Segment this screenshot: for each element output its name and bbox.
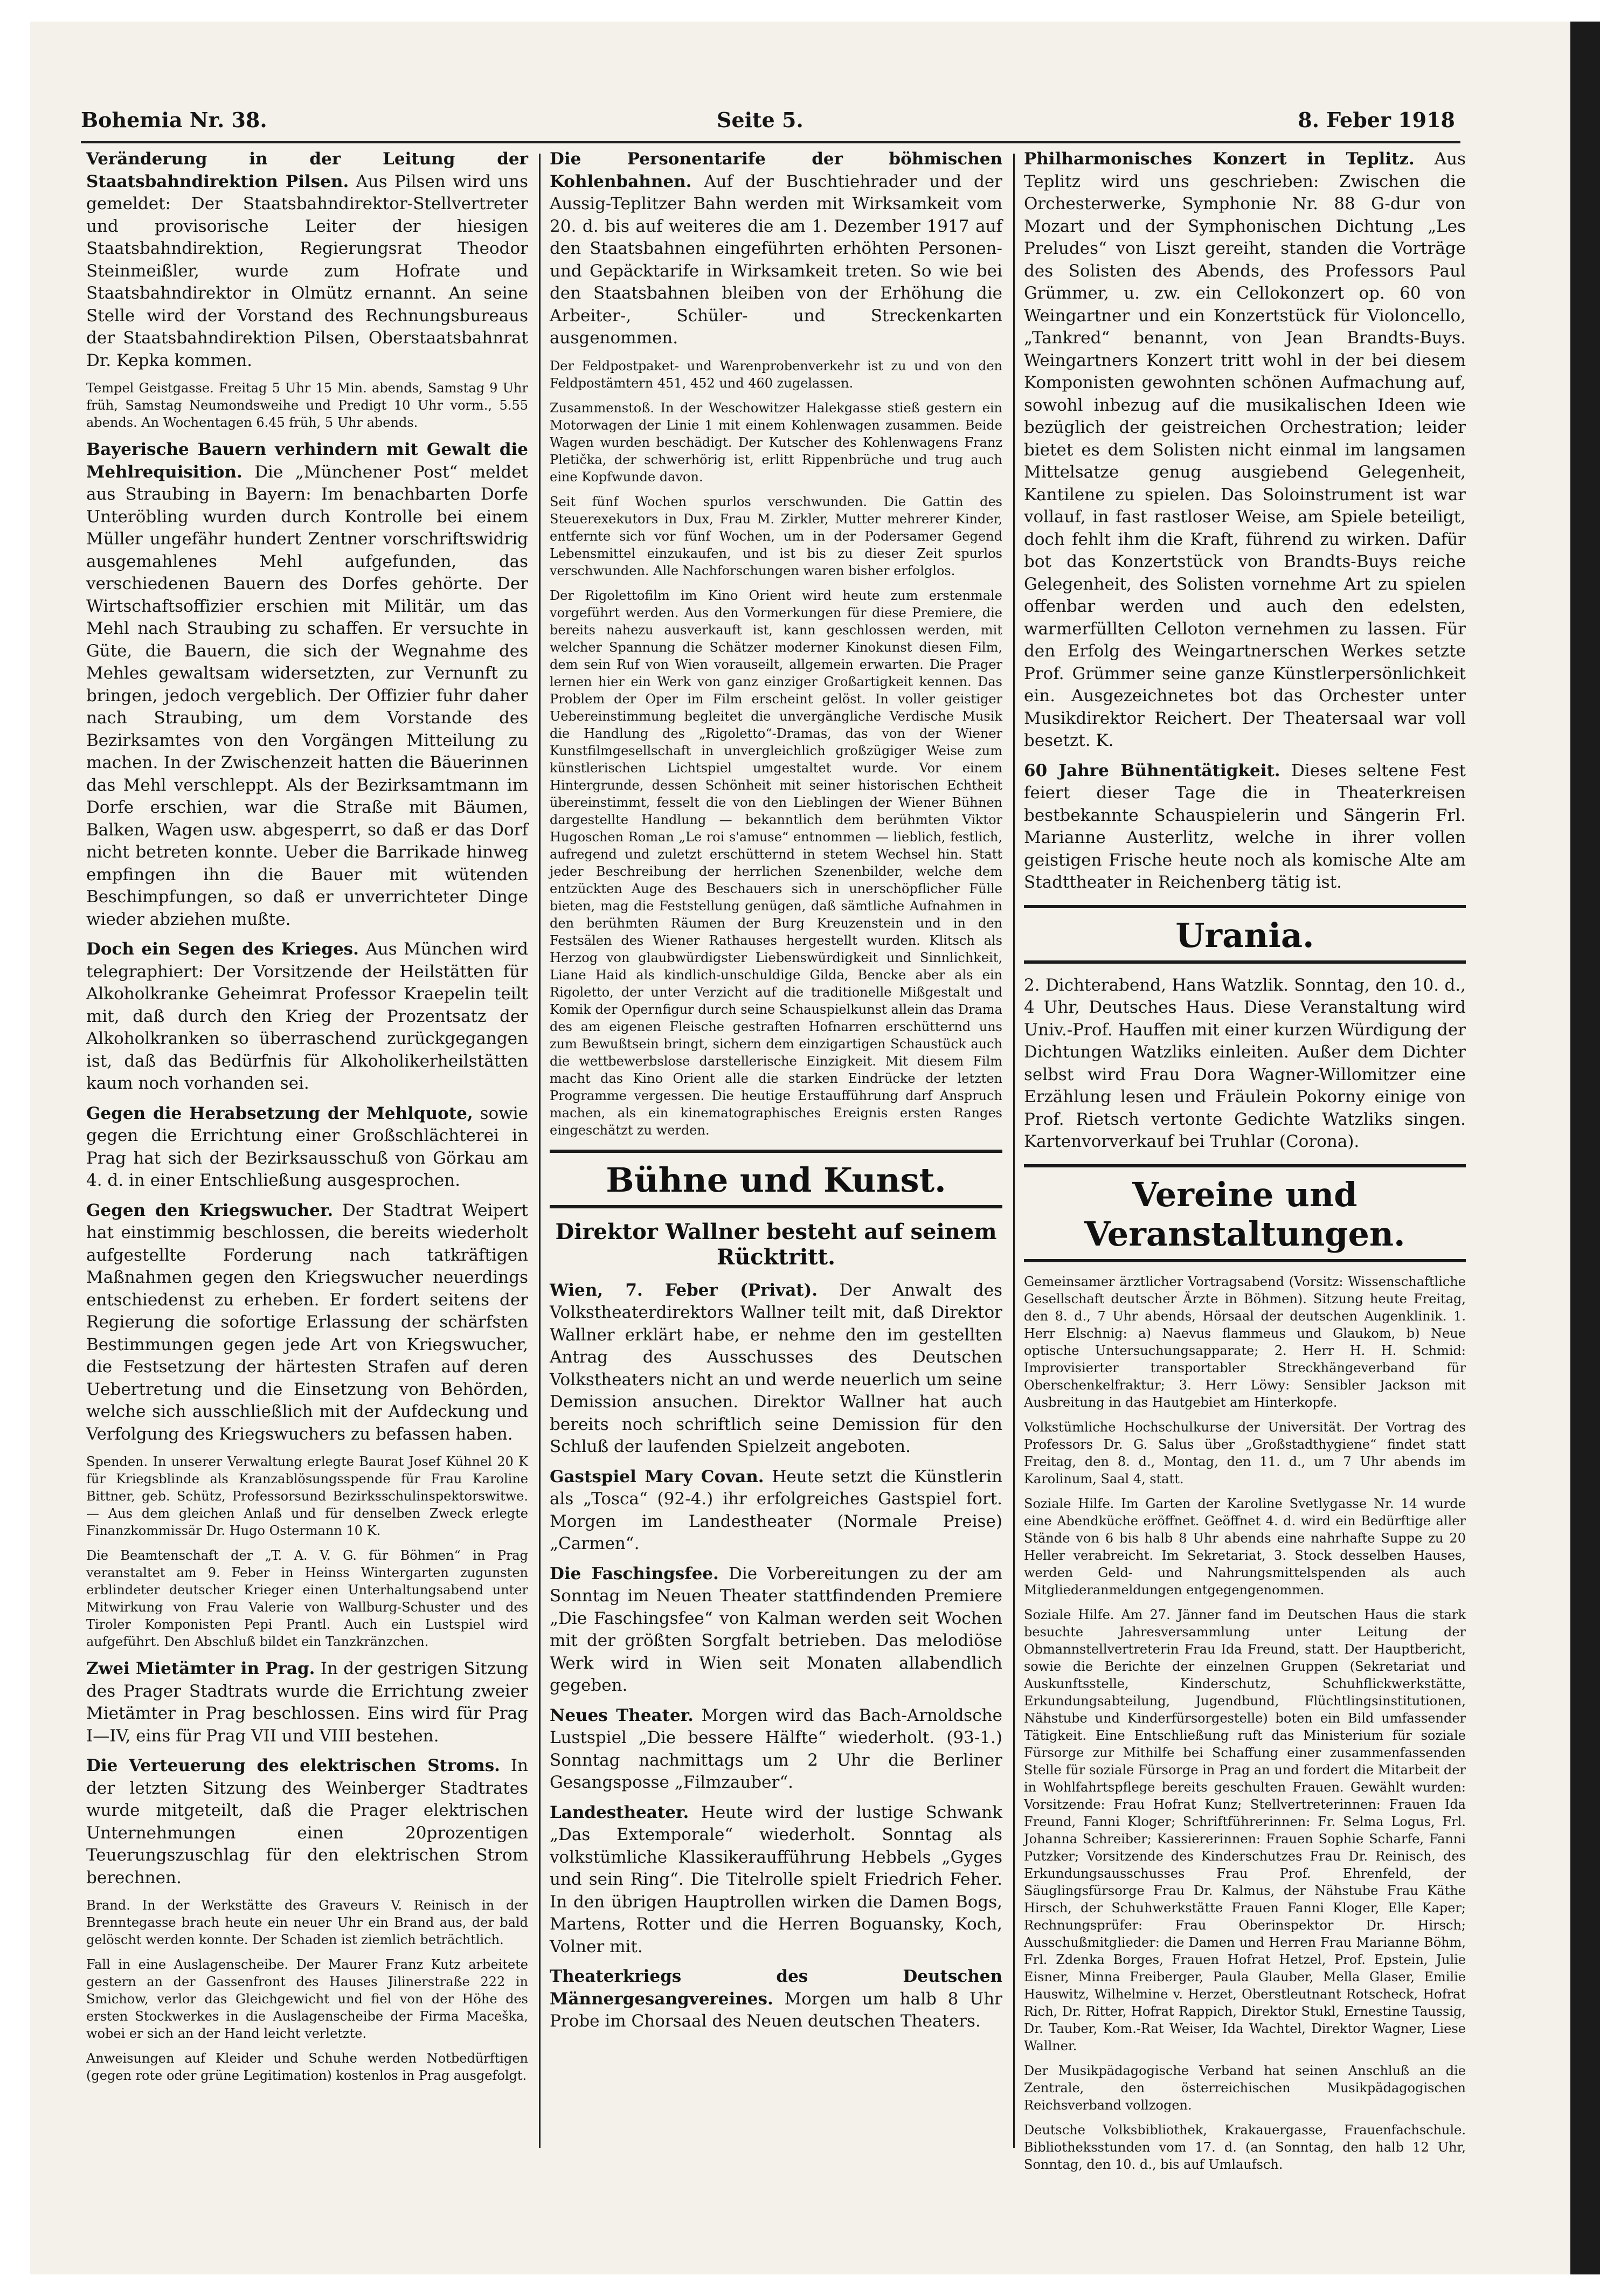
article bbox=[550, 1280, 1002, 1458]
article-body: In der letzten Sitzung des Weinberger Stadtrates wurde mitgeteilt, daß die Prager elektrischen Unternehmungen einen 20prozentigen Teuerungszuschlag für den elektrischen Strom berechnen. bbox=[86, 1756, 528, 1887]
article-body: Aus Pilsen wird uns gemeldet: Der Staatsbahndirektor-Stellvertreter und provisorische Leiter der hiesigen Staatsbahndirektion, Regierungsrat Theodor Steinmeißler, wurde zum Hofrate und Staatsbahndirektor in Olmütz ernannt. An seine Stelle wird der Vorstand des Rechnungsbureaus der Staatsbahndirektion Pilsen, Oberstaatsbahnrat Dr. Kepka kommen. bbox=[86, 171, 529, 370]
article bbox=[1024, 974, 1466, 1153]
article bbox=[86, 1755, 528, 1889]
article-body: Deutsche Volksbibliothek, Krakauergasse, Frauenfachschule. Bibliotheksstunden vom 17. d. (an Sonntag, den halb 12 Uhr, Sonntag, den 10. d., bis auf Umlaufsch. bbox=[1024, 2122, 1466, 2172]
article bbox=[86, 439, 528, 931]
article-body: Der Anwalt des Volkstheaterdirektors Wallner teilt mit, daß Direktor Wallner erklärt habe, er nehme den im gestellten Antrag des Ausschusses des Deutschen Volkstheaters nicht an und werde neuerlich um seine Demission ansuchen. Direktor Wallner hat auch bereits noch schriftlich seine Demission für den Schluß der laufenden Spielzeit angeboten. bbox=[550, 1280, 1002, 1456]
article-headline: Bayerische Bauern verhindern mit Gewalt die Mehlrequisition. bbox=[86, 440, 528, 482]
article bbox=[550, 493, 1002, 579]
page-header bbox=[81, 108, 1455, 140]
article bbox=[550, 1802, 1002, 1959]
article bbox=[86, 1453, 528, 1539]
article-headline: Doch ein Segen des Krieges. bbox=[86, 939, 359, 959]
article bbox=[550, 1705, 1002, 1794]
article bbox=[86, 2050, 528, 2084]
article-headline: Veränderung in der Leitung der Staatsbahndirektion Pilsen. bbox=[86, 149, 528, 191]
article bbox=[550, 1966, 1002, 2033]
article-headline: 60 Jahre Bühnentätigkeit. bbox=[1024, 760, 1280, 780]
section-heading: Vereine und Veranstaltungen. bbox=[1024, 1164, 1466, 1262]
article-headline: Zwei Mietämter in Prag. bbox=[86, 1659, 315, 1678]
article-body: Seit fünf Wochen spurlos verschwunden. Die Gattin des Steuerexekutors in Dux, Frau M. Zirkler, Mutter mehrerer Kinder, entfernte sich vor fünf Wochen, um in der Podersamer Gegend Lebensmittel einzukaufen, und ist bis zu dieser Zeit spurlos verschwunden. Alle Nachforschungen waren bisher erfolglos. bbox=[550, 494, 1002, 578]
article bbox=[86, 1897, 528, 1948]
article-body: Morgen wird das Bach-Arnoldsche Lustspiel „Die bessere Hälfte“ wiederholt. (93-1.) Sonntag nachmittags um 2 Uhr die Berliner Gesangsposse „Filmzauber“. bbox=[550, 1705, 1002, 1792]
section-heading: Urania. bbox=[1024, 905, 1466, 964]
article bbox=[86, 1956, 528, 2042]
scan-margin bbox=[0, 2274, 1600, 2296]
article-body: Anweisungen auf Kleider und Schuhe werden Notbedürftigen (gegen rote oder grüne Legitimation) kostenlos in Prag ausgefolgt. bbox=[86, 2051, 528, 2083]
article-headline: Gastspiel Mary Covan. bbox=[550, 1467, 764, 1486]
article bbox=[550, 148, 1002, 350]
article-headline: Gegen die Herabsetzung der Mehlquote, bbox=[86, 1103, 473, 1123]
section-heading: Bühne und Kunst. bbox=[550, 1150, 1002, 1208]
column-rule-2 bbox=[1013, 154, 1015, 2148]
issue-date: 8. Feber 1918 bbox=[1298, 108, 1455, 132]
article-body: Die Beamtenschaft der „T. A. V. G. für Böhmen“ in Prag veranstaltet am 9. Feber in Heinss Wintergarten zugunsten erblindeter deutscher Krieger einen Unterhaltungsabend unter Mitwirkung von Frau Valerie von Wallburg-Schuster und des Tiroler Komponisten Pepi Prantl. Auch ein Lustspiel wird aufgeführt. Den Abschluß bildet ein Tanzkränzchen. bbox=[86, 1548, 528, 1649]
article bbox=[550, 1563, 1002, 1697]
article-headline: Wien, 7. Feber (Privat). bbox=[550, 1280, 818, 1300]
article-headline: Die Personentarife der böhmischen Kohlenbahnen. bbox=[550, 149, 1002, 191]
article-body: Dieses seltene Fest feiert dieser Tage die in Theaterkreisen bestbekannte Schauspielerin und Sängerin Frl. Marianne Austerlitz, welche in ihrer vollen geistigen Frische heute noch als komische Alte am Stadttheater in Reichenberg tätig ist. bbox=[1024, 760, 1466, 892]
article bbox=[1024, 1419, 1466, 1488]
header-rule bbox=[81, 141, 1460, 143]
article-body: Der Feldpostpaket- und Warenprobenverkehr ist zu und von den Feldpostämtern 451, 452 und 460 zugelassen. bbox=[550, 358, 1002, 391]
column-2 bbox=[550, 148, 1002, 2041]
column-3 bbox=[1024, 148, 1466, 2181]
article-signature: K. bbox=[1096, 731, 1114, 750]
article bbox=[1024, 1606, 1466, 2055]
article bbox=[550, 357, 1002, 392]
article-body: Heute wird der lustige Schwank „Das Extemporale“ wiederholt. Sonntag als volkstümliche Klassikeraufführung Hebbels „Gyges und sein Ring“. Die Titelrolle spielt Friedrich Feher. In den übrigen Hauptrollen wirken die Damen Bogs, Martens, Rotter und die Herren Boguansky, Koch, Volner mit. bbox=[550, 1802, 1002, 1956]
article-headline: Philharmonisches Konzert in Teplitz. bbox=[1024, 149, 1415, 169]
article-headline: Gegen den Kriegswucher. bbox=[86, 1200, 334, 1220]
article bbox=[86, 1658, 528, 1747]
article bbox=[1024, 1273, 1466, 1411]
article-headline: Theaterkriegs des Deutschen Männergesangvereines. bbox=[550, 1967, 1002, 2009]
article-body: Volkstümliche Hochschulkurse der Universität. Der Vortrag des Professors Dr. G. Salus über „Großstadthygiene“ findet statt Freitag, den 8. d., Montag, den 11. d., um 7 Uhr abends im Karolinum, Saal 4, statt. bbox=[1024, 1419, 1466, 1486]
column-1 bbox=[86, 148, 528, 2092]
article-body: Heute setzt die Künstlerin als „Tosca“ (92-4.) ihr erfolgreiches Gastspiel fort. Morgen im Landestheater (Normale Preise) „Carmen“. bbox=[550, 1467, 1002, 1553]
article-body: Der Musikpädagogische Verband hat seinen Anschluß an die Zentrale, den österreichischen Musikpädagogischen Reichsverband vollzogen. bbox=[1024, 2063, 1466, 2113]
article-body: Aus München wird telegraphiert: Der Vorsitzende der Heilstätten für Alkoholkranke Geheimrat Professor Kraepelin teilt mit, daß durch den Krieg der Prozentsatz der Alkoholkranken so überraschend zurückgegangen ist, daß das Bedürfnis für Alkoholikerheilstätten kaum noch vorhanden sei. bbox=[86, 939, 528, 1093]
article-body: Der Stadtrat Weipert hat einstimmig beschlossen, die bereits wiederholt aufgestellte Forderung nach tatkräftigen Maßnahmen gegen den Kriegswucher neuerdings entschiedenst zu erheben. Er fordert seitens der Regierung die sofortige Erlassung der schärfsten Bestimmungen gegen jede Art von Kriegswucher, die Festsetzung der härtesten Strafen auf deren Uebertretung und die Einsetzung von Behörden, welche sich ausschließlich mit der Aufdeckung und Verfolgung des Kriegswuchers zu befassen haben. bbox=[86, 1200, 529, 1444]
article bbox=[86, 148, 528, 372]
article-body: Die Vorbereitungen zu der am Sonntag im Neuen Theater stattfindenden Premiere „Die Faschingsfee“ von Kalman werden seit Wochen mit der größten Sorgfalt betrieben. Das melodiöse Werk wird in Wien seit Monaten allabendlich gegeben. bbox=[550, 1564, 1002, 1695]
article-body: In der gestrigen Sitzung des Prager Stadtrats wurde die Errichtung zweier Mietämter in Prag beschlossen. Eins wird für Prag I—IV, eins für Prag VII und VIII bestehen. bbox=[86, 1659, 528, 1746]
article-body: Gemeinsamer ärztlicher Vortragsabend (Vorsitz: Wissenschaftliche Gesellschaft deutscher Ärzte in Böhmen). Sitzung heute Freitag, den 8. d., 7 Uhr abends, Hörsaal der deutschen Augenklinik. 1. Herr Elschnig: a) Naevus flammeus und Glaukom, b) Neue optische Untersuchungsapparate; 2. Herr H. H. Schmid: Improvisierter transportabler Streckhängeverband für Oberschenkelfraktur; 3. Herr Löwy: Sensibler Jackson mit Ausbreitung in das Hautgebiet am Hinterkopfe. bbox=[1024, 1274, 1466, 1410]
article-headline: Landestheater. bbox=[550, 1802, 689, 1822]
article-headline: Die Faschingsfee. bbox=[550, 1564, 719, 1583]
masthead-issue: Bohemia Nr. 38. bbox=[81, 108, 267, 132]
article bbox=[550, 1466, 1002, 1555]
article-body: Spenden. In unserer Verwaltung erlegte Baurat Josef Kühnel 20 K für Kriegsblinde als Kranzablösungsspende für Frau Karoline Bittner, geb. Schütz, Professorsund Bezirksschulinspektorswitwe. — Aus dem gleichen Anlaß und für denselben Zweck erlegte Finanzkommissär Dr. Hugo Ostermann 10 K. bbox=[86, 1454, 528, 1538]
article bbox=[1024, 2121, 1466, 2173]
article-body: Die „Münchener Post“ meldet aus Straubing in Bayern: Im benachbarten Dorfe Unteröbling wurden durch Kontrolle bei einem Müller ungefähr hundert Zentner vorschriftswidrig ausgemahlenes Mehl aufgefunden, das verschiedenen Bauern des Dorfes gehörte. Der Wirtschaftsoffizier erschien mit Militär, um das Mehl nach Straubing zu schaffen. Er versuchte in Güte, die Bauern, die sich der Wegnahme des Mehles gewaltsam widersetzten, zur Vernunft zu bringen, jedoch vergeblich. Der Offizier fuhr daher nach Straubing, um dem Vorstande des Bezirksamtes von den Vorgängen Mitteilung zu machen. In der Zwischenzeit hatten die Bäuerinnen das Mehl verschleppt. Als der Bezirksamtmann im Dorfe erschien, war die Straße mit Bäumen, Balken, Wagen usw. abgesperrt, so daß er das Dorf nicht betreten konnte. Ueber die Barrikade hinweg empfingen ihn die Bauer mit wütenden Beschimpfungen, so daß er unverrichteter Dinge wieder abziehen mußte. bbox=[86, 462, 529, 929]
article bbox=[550, 587, 1002, 1139]
article bbox=[1024, 760, 1466, 894]
article-body: Auf der Buschtiehrader und der Aussig-Teplitzer Bahn werden mit Wirksamkeit vom 20. d. bis auf weiteres die am 1. Dezember 1917 auf den Staatsbahnen eingeführten erhöhten Personen- und Gepäcktarife in Wirksamkeit treten. So wie bei den Staatsbahnen bleiben von der Erhöhung die Arbeiter-, Schüler- und Streckenkarten ausgenommen. bbox=[550, 171, 1002, 348]
page-number: Seite 5. bbox=[717, 108, 804, 132]
article bbox=[86, 379, 528, 431]
article bbox=[1024, 148, 1466, 752]
article-body: Brand. In der Werkstätte des Graveurs V. Reinisch in der Brenntegasse brach heute ein neuer Uhr ein Brand aus, der bald gelöscht werden konnte. Der Schaden ist ziemlich beträchtlich. bbox=[86, 1898, 528, 1947]
article bbox=[550, 399, 1002, 486]
article-body: Aus Teplitz wird uns geschrieben: Zwischen die Orchesterwerke, Symphonie Nr. 88 G-dur von Mozart und der Symphonischen Dichtung „Les Preludes“ von Liszt gereiht, standen die Vorträge des Solisten des Abends, des Professors Paul Grümmer, u. zw. ein Cellokonzert op. 60 von Weingartner und ein Konzertstück für Violoncello, „Tankred“ benannt, von Jean Brandts-Buys. Weingartners Konzert tritt wohl in der bei diesem Komponisten gewohnten schönen Aufmachung auf, sowohl inbezug auf die musikalischen Ideen wie bezüglich der geistreichen Orchestration; leider bietet es dem Solisten nicht einmal im langsamen Mittelsatze genug ausgiebend Gelegenheit, Kantilene zu spielen. Das Soloinstrument ist war vollauf, in fast rastloser Weise, am Spiele beteiligt, doch fehlt ihm die Kraft, führend zu wirken. Dafür bot das Konzertstück von Brandts-Buys reiche Gelegenheit, des Solisten vornehme Art zu spielen offenbar werden und auch den edelsten, warmerfüllten Celloton vernehmen zu lassen. Für den Erfolg des Weingartnerschen Werkes setzte Prof. Grümmer seine ganze Künstlerpersönlichkeit ein. Ausgezeichnetes bot das Orchester unter Musikdirektor Reichert. Der Theatersaal war voll besetzt. bbox=[1024, 149, 1466, 750]
article-body: sowie gegen die Errichtung einer Großschlächterei in Prag hat sich der Bezirksausschuß von Görkau am 4. d. in einer Entschließung ausgesprochen. bbox=[86, 1103, 529, 1190]
column-rule-1 bbox=[539, 154, 541, 2148]
article-body: Soziale Hilfe. Am 27. Jänner fand im Deutschen Haus die stark besuchte Jahresversammlung unter Leitung der Obmannstellvertreterin Frau Ida Freund, statt. Der Hauptbericht, sowie die Berichte der einzelnen Gruppen (Sekretariat und Auskunftsstelle, Kinderschutz, Schuhflickwerkstätte, Erkundungsabteilung, Jugendbund, Flüchtlingsinstitutionen, Nähstube und Kinderfürsorgestelle) boten ein Bild umfassender Tätigkeit. Eine Entschließung ruft das Ministerium für soziale Fürsorge zur Mithilfe bei Schaffung einer zusammenfassenden Stelle für soziale Fürsorge in Prag an und fordert die Mitarbeit der in Wohlfahrtspflege bereits geschulten Frauen. Gewählt wurden: Vorsitzende: Frau Hofrat Kunz; Stellvertreterinnen: Frauen Ida Freund, Fanni Kloger; Schriftführerinnen: Fr. Selma Logus, Frl. Johanna Schreiber; Kassiererinnen: Frauen Sophie Scharfe, Fanni Putzker; Vorsitzende des Kinderschutzes Frau Dr. Reinisch, des Erkundungsausschusses Frau Prof. Ehrenfeld, der Säuglingsfürsorge Frau Dr. Kalmus, der Nähstube Frau Käthe Hirsch, der Schuhwerkstätte Frauen Fanni Kloger, Elle Kaper; Rechnungsprüfer: Frau Oberinspektor Dr. Hirsch; Ausschußmitglieder: die Damen und Herren Frau Marianne Böhm, Frl. Zdenka Borges, Frauen Hofrat Hetzel, Prof. Epstein, Julie Eisner, Minna Freiberger, Paula Glauber, Mella Glaser, Emilie Hauswitz, Wilhelmine v. Herzet, Oberstleutnant Rotscheck, Hofrat Rich, Dr. Ritter, Hofrat Rappich, Direktor Stukl, Ernestine Taussig, Dr. Tauber, Kom.-Rat Weiser, Ida Wachtel, Direktor Wagner, Liese Wallner. bbox=[1024, 1607, 1466, 2053]
article bbox=[1024, 2062, 1466, 2114]
article bbox=[86, 938, 528, 1095]
article-body: Zusammenstoß. In der Weschowitzer Halekgasse stieß gestern ein Motorwagen der Linie 1 mit einem Kohlenwagen zusammen. Beide Wagen wurden beschädigt. Der Kutscher des Kohlenwagens Franz Pletička, der schwerhörig ist, erlitt Rippenbrüche und trug auch eine Kopfwunde davon. bbox=[550, 400, 1002, 485]
article bbox=[86, 1547, 528, 1650]
scan-edge-shadow bbox=[1570, 22, 1600, 2274]
article-body: Soziale Hilfe. Im Garten der Karoline Svetlygasse Nr. 14 wurde eine Abendküche eröffnet. Geöffnet 4. d. wird ein Bedürftige aller Stände von 6 bis halb 8 Uhr abends eine nahrhafte Suppe zu 20 Heller verabreicht. Im Sekretariat, 3. Stock desselben Hauses, werden Geld- und Nahrungsmittelspenden als auch Mitgliederanmeldungen entgegengenommen. bbox=[1024, 1496, 1466, 1597]
article-body: Der Rigolettofilm im Kino Orient wird heute zum erstenmale vorgeführt werden. Aus den Vormerkungen für diese Premiere, die bereits nahezu ausverkauft ist, kann geschlossen werden, mit welcher Spannung die Schätzer moderner Kinokunst diesen Film, dem sein Ruf von Wien vorauseilt, allgemein erwarten. Die Prager lernen hier ein Werk von ganz einziger Großartigkeit kennen. Das Problem der Oper im Film erscheint gelöst. In voller geistiger Uebereinstimmung begleitet die unvergängliche Verdische Musik die Handlung des „Rigoletto“-Dramas, das von der Wiener Kunstfilmgesellschaft in unvergleichlich großzügiger Weise zum künstlerischen Lichtspiel umgestaltet wurde. Vor einem Hintergrunde, dessen Schönheit mit seiner historischen Echtheit übereinstimmt, fesselt die von den Lieblingen der Wiener Bühnen dargestellte Handlung — bekanntlich dem berühmten Viktor Hugoschen Roman „Le roi s'amuse“ entnommen — lieblich, festlich, aufregend und zuletzt erschütternd in stetem Wechsel hin. Statt jeder Beschreibung der herrlichen Szenenbilder, welche dem entzückten Auge des Beschauers sich in unerschöpflicher Fülle bieten, mag die Feststellung genügen, daß sämtliche Aufnahmen in den berühmten Räumen der Burg Kreuzenstein und in den Festsälen des Wiener Rathauses hergestellt wurden. Klitsch als Herzog von glaubwürdigster Liebenswürdigkeit und Sinnlichkeit, Liane Haid als kindlich-unschuldige Gilda, Bencke aber als ein Rigoletto, der unter Verzicht auf die traditionelle Mißgestalt und Komik der Opernfigur durch seine Schauspielkunst allein das Drama des am eigenen Fleische gestraften Hofnarren erschütternd uns zum Bewußtsein bringt, sichern dem einzigartigen Schaustück auch die wettbewerbslose darstellerische Einzigkeit. Mit diesem Film macht das Kino Orient alle die starken Eindrücke der letzten Programme vergessen. Die heutige Erstaufführung darf Anspruch machen, als ein kinematographisches Ereignis ersten Ranges eingeschätzt zu werden. bbox=[550, 587, 1002, 1138]
article-headline: Neues Theater. bbox=[550, 1705, 694, 1725]
article bbox=[1024, 1495, 1466, 1599]
article-body: Fall in eine Auslagenscheibe. Der Maurer Franz Kutz arbeitete gestern an der Gassenfront des Hauses Jilinerstraße 222 in Smichow, verlor das Gleichgewicht und fiel von der Höhe des ersten Stockwerkes in die Auslagenscheibe der Firma Maceška, wobei er sich an der Hand leicht verletzte. bbox=[86, 1957, 528, 2041]
article-body: Tempel Geistgasse. Freitag 5 Uhr 15 Min. abends, Samstag 9 Uhr früh, Samstag Neumondsweihe und Predigt 10 Uhr vorm., 5.55 abends. An Wochentagen 6.45 früh, 5 Uhr abends. bbox=[86, 381, 528, 430]
article-headline: Die Verteuerung des elektrischen Stroms. bbox=[86, 1756, 500, 1775]
article bbox=[86, 1103, 528, 1192]
article-body: Morgen um halb 8 Uhr Probe im Chorsaal des Neuen deutschen Theaters. bbox=[550, 1989, 1002, 2031]
article-body: 2. Dichterabend, Hans Watzlik. Sonntag, den 10. d., 4 Uhr, Deutsches Haus. Diese Veranstaltung wird Univ.-Prof. Hauffen mit einer kurzen Würdigung der Dichtungen Watzliks einleiten. Außer dem Dichter selbst wird Frau Dora Wagner-Willomitzer eine Erzählung lesen und Fräulein Pokorny einige von Prof. Rietsch vertonte Gedichte Watzliks singen. Kartenvorverkauf bei Truhlar (Corona). bbox=[1024, 975, 1466, 1151]
subheading: Direktor Wallner besteht auf seinem Rücktritt. bbox=[555, 1219, 997, 1270]
article bbox=[86, 1200, 528, 1446]
